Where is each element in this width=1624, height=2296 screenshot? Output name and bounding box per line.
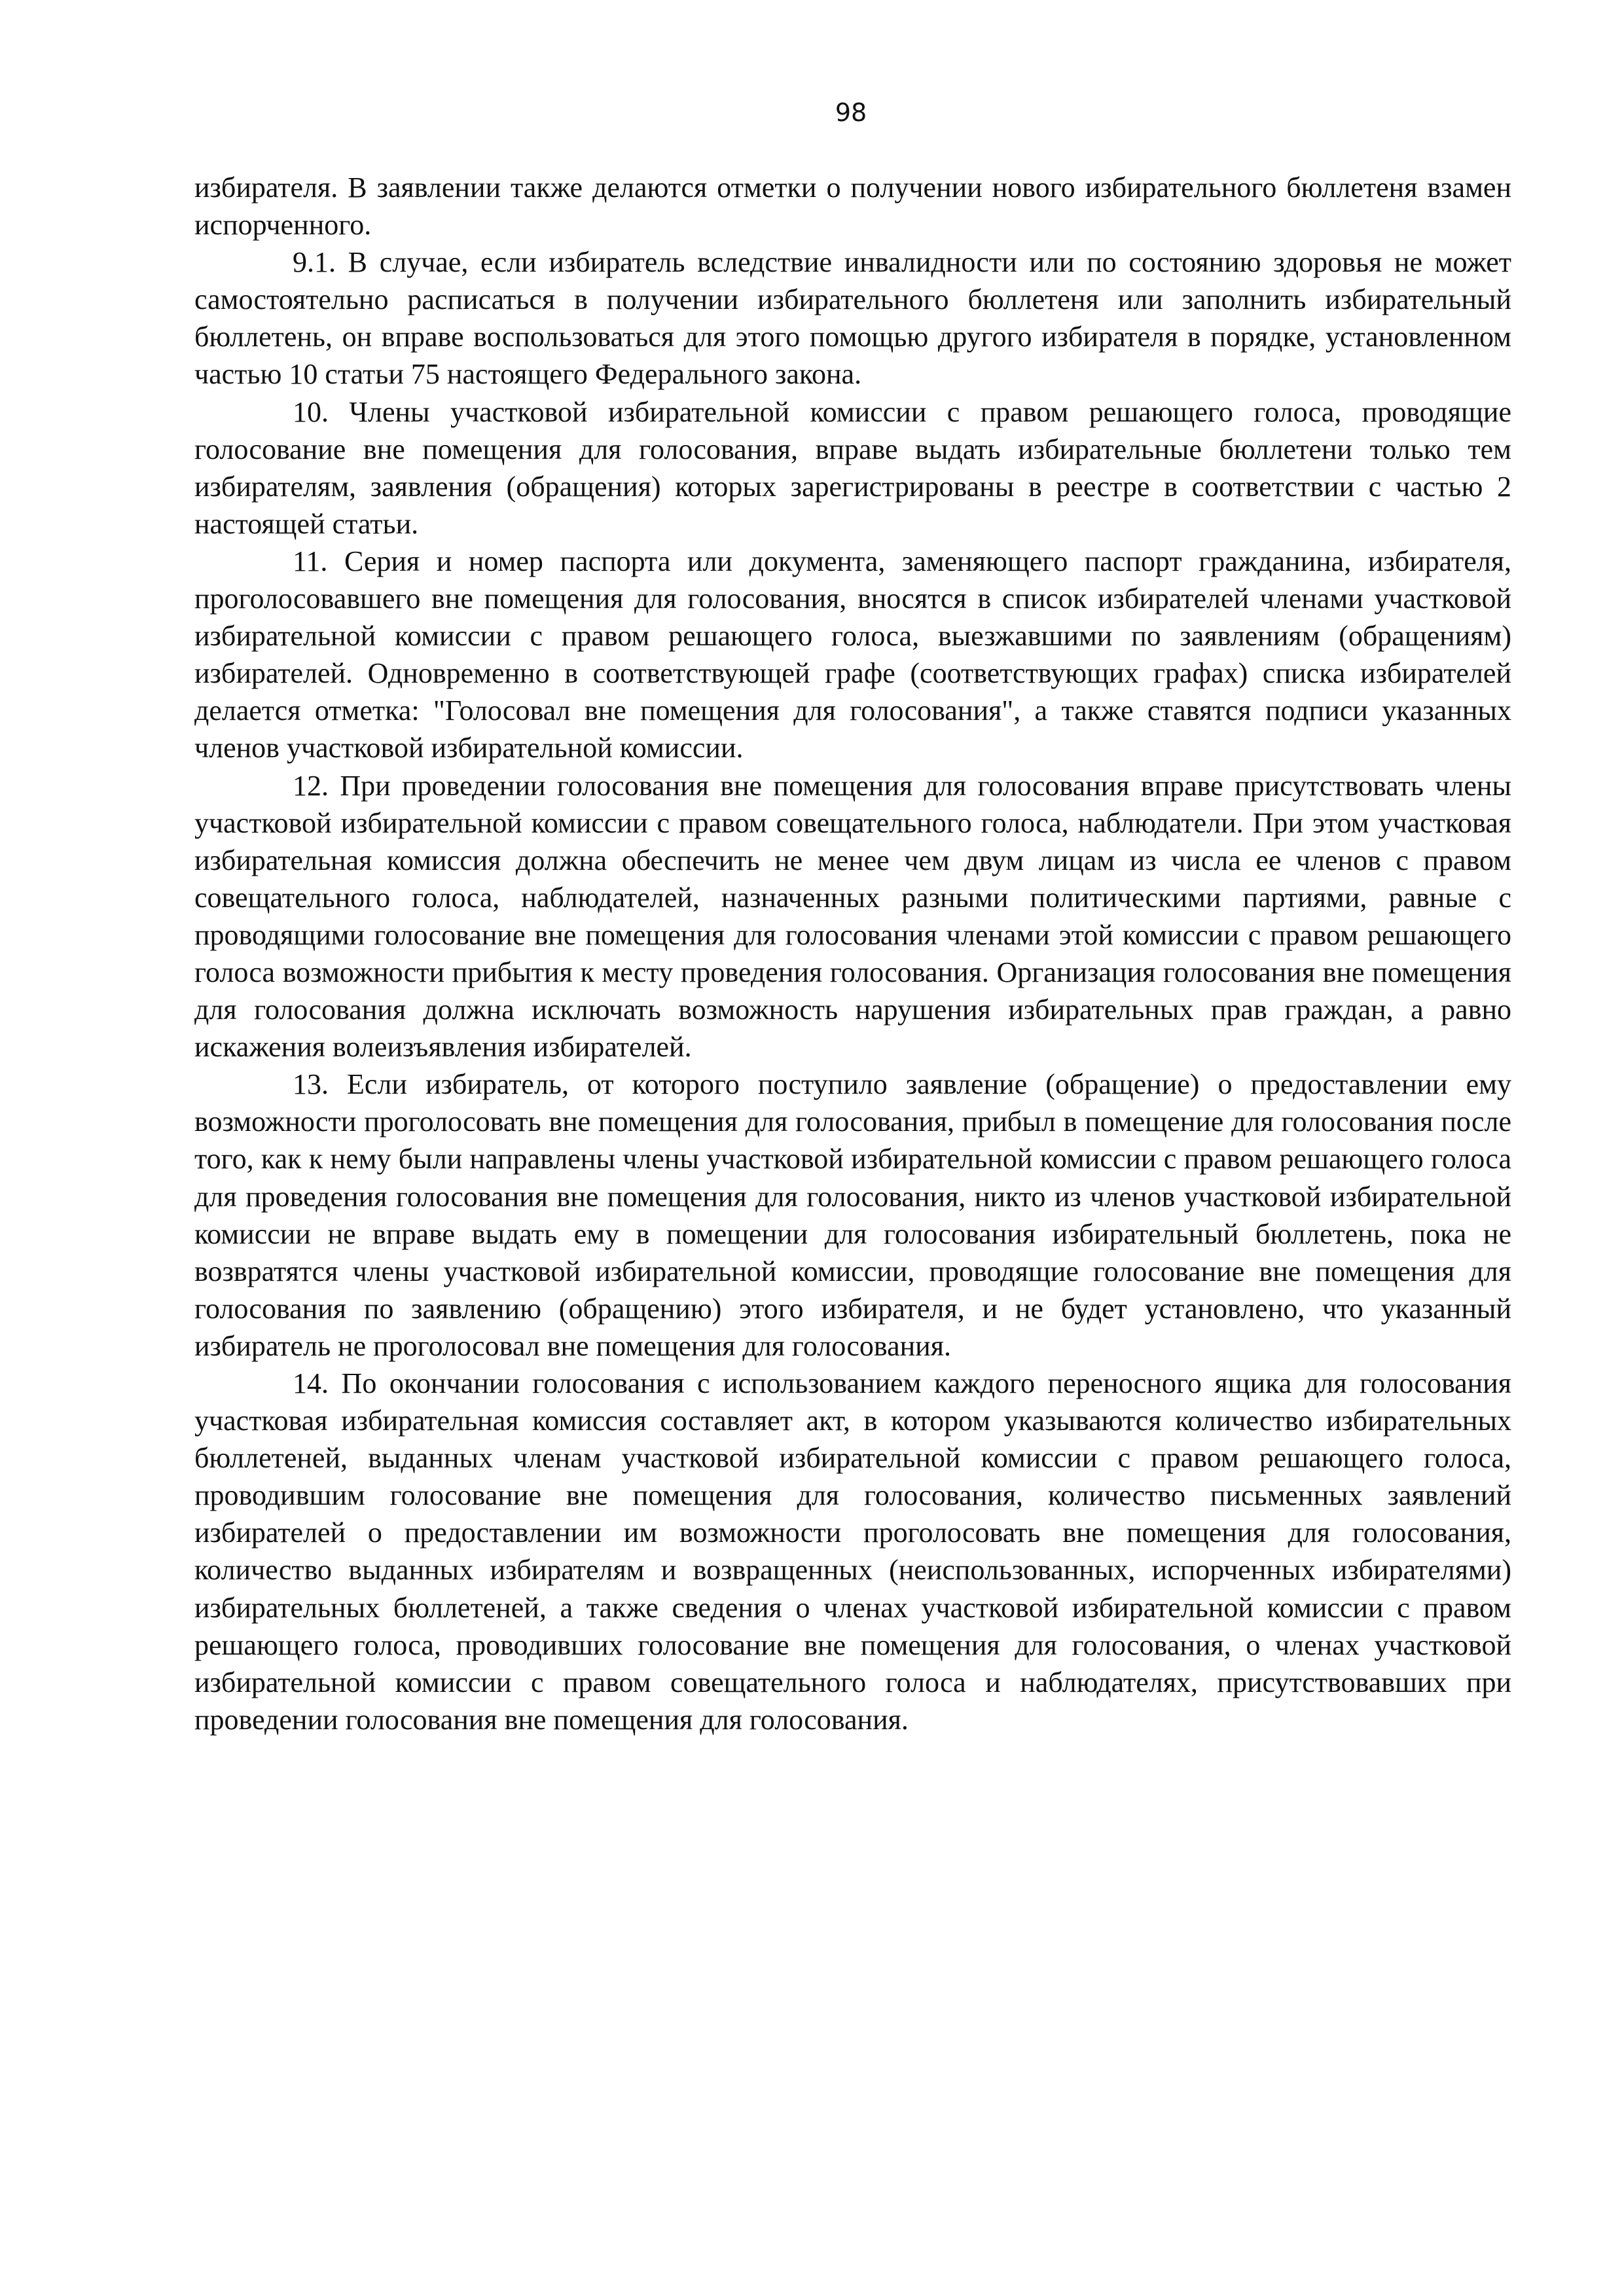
paragraph-10: 10. Члены участковой избирательной комиссии с правом решающего голоса, проводящие голосование вне помещения для голосования, вправе выдать избирательные бюллетени только тем избирателям, заявления (обращения) которых зарегистрированы в реестре в соответствии с частью 2 настоящей статьи. <box>194 395 1511 540</box>
paragraph-12: 12. При проведении голосования вне помещения для голосования вправе присутствовать члены участковой избирательной комиссии с правом совещательного голоса, наблюдатели. При этом участковая избирательная комиссия должна обеспечить не менее чем двум лицам из числа ее членов с правом совещательного голоса, наблюдателей, назначенных разными политическими партиями, равные с проводящими голосование вне помещения для голосования членами этой комиссии с правом решающего голоса возможности прибытия к месту проведения голосования. Организация голосования вне помещения для голосования должна исключать возможность нарушения избирательных прав граждан, а равно искажения волеизъявления избирателей. <box>194 769 1511 1064</box>
page-number: 98 <box>835 98 867 127</box>
paragraph-11: 11. Серия и номер паспорта или документа, заменяющего паспорт гражданина, избирателя, проголосовавшего вне помещения для голосования, вносятся в список избирателей членами участковой избирательной комиссии с правом решающего голоса, выезжавшими по заявлениям (обращениям) избирателей. Одновременно в соответствующей графе (соответствующих графах) списка избирателей делается отметка: "Голосовал вне помещения для голосования", а также ставятся подписи указанных членов участковой избирательной комиссии. <box>194 545 1511 764</box>
paragraph-14: 14. По окончании голосования с использованием каждого переносного ящика для голосования участковая избирательная комиссия составляет акт, в котором указываются количество избирательных бюллетеней, выданных членам участковой избирательной комиссии с правом решающего голоса, проводившим голосование вне помещения для голосования, количество письменных заявлений избирателей о предоставлении им возможности проголосовать вне помещения для голосования, количество выданных избирателям и возвращенных (неиспользованных, испорченных избирателями) избирательных бюллетеней, а также сведения о членах участковой избирательной комиссии с правом решающего голоса, проводивших голосование вне помещения для голосования, о членах участковой избирательной комиссии с правом совещательного голоса и наблюдателях, присутствовавших при проведении голосования вне помещения для голосования. <box>194 1367 1511 1736</box>
paragraph-13: 13. Если избиратель, от которого поступило заявление (обращение) о предоставлении ему возможности проголосовать вне помещения для голосования, прибыл в помещение для голосования после того, как к нему были направлены члены участковой избирательной комиссии с правом решающего голоса для проведения голосования вне помещения для голосования, никто из членов участковой избирательной комиссии не вправе выдать ему в помещении для голосования избирательный бюллетень, пока не возвратятся члены участковой избирательной комиссии, проводящие голосование вне помещения для голосования по заявлению (обращению) этого избирателя, и не будет установлено, что указанный избиратель не проголосовал вне помещения для голосования. <box>194 1068 1511 1362</box>
document-body <box>194 169 1511 1738</box>
paragraph-continuation: избирателя. В заявлении также делаются отметки о получении нового избирательного бюллетеня взамен испорченного. <box>194 171 1511 242</box>
paragraph-9-1: 9.1. В случае, если избиратель вследствие инвалидности или по состоянию здоровья не может самостоятельно расписаться в получении избирательного бюллетеня или заполнить избирательный бюллетень, он вправе воспользоваться для этого помощью другого избирателя в порядке, установленном частью 10 статьи 75 настоящего Федерального закона. <box>194 246 1511 391</box>
